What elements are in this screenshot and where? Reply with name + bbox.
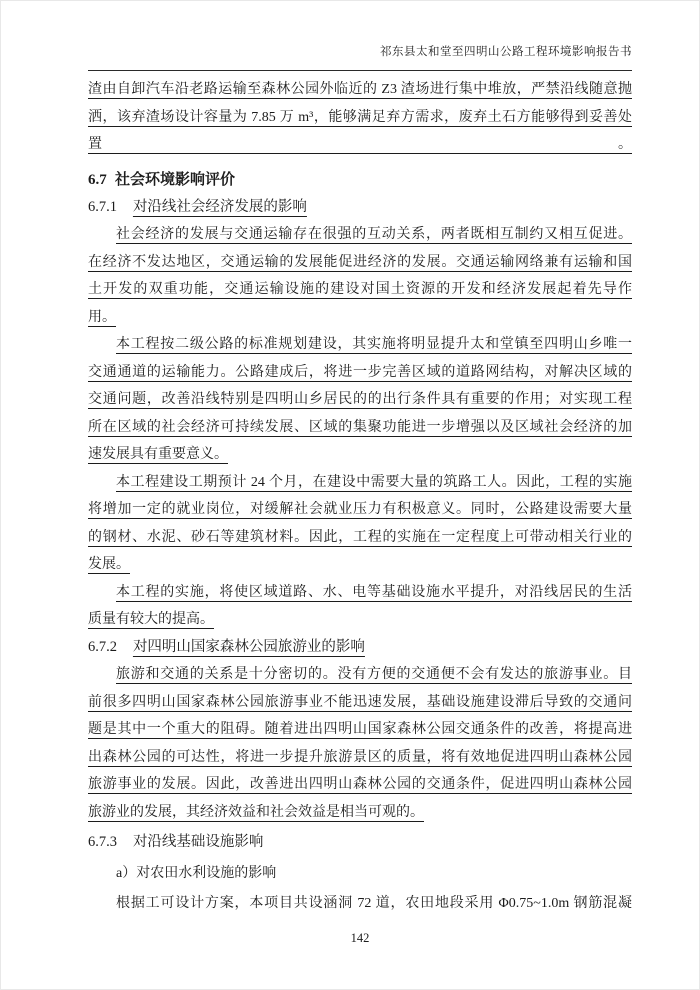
text-line: 旅游事业的发展。因此，改善进出四明山森林公园的交通条件，促进四明山森林公园: [88, 777, 632, 792]
text-line: 交通问题，改善沿线特别是四明山乡居民的的出行条件具有重要的作用；对实现工程: [88, 392, 632, 407]
document-body: [88, 76, 632, 918]
text-line: 用。: [88, 309, 116, 325]
paragraph-culvert: [88, 890, 632, 918]
text-line: 前很多四明山国家森林公园旅游事业不能迅速发展，基础设施建设滞后导致的交通问: [88, 694, 632, 710]
heading-title: 对沿线基础设施影响: [132, 834, 264, 850]
text-line: 题是其中一个重大的阻碍。随着进出四明山国家森林公园交通条件的改善，将提高进: [88, 722, 632, 737]
paragraph-tourism: [88, 661, 632, 826]
text-line: 所在区域的社会经济可持续发展、区域的集聚功能进一步增强以及区域社会经济的加: [88, 419, 632, 435]
subitem-farmland-water: a）对农田水利设施的影响: [116, 865, 277, 881]
text-line: 洒，该弃渣场设计容量为 7.85 万 m³，能够满足弃方需求，废弃土石方能够得到妥善处: [88, 109, 632, 125]
heading-number: 6.7.2: [88, 638, 117, 655]
section-heading-6-7-2: [88, 634, 632, 662]
text-line: 本工程建设工期预计 24 个月，在建设中需要大量的筑路工人。因此，工程的实施: [116, 474, 632, 490]
heading-number: 6.7.1: [88, 198, 117, 215]
paragraph-project-road: [88, 331, 632, 469]
text-line: 本工程的实施，将使区域道路、水、电等基础设施水平提升，对沿线居民的生活: [116, 584, 632, 600]
text-line: 的钢材、水泥、砂石等建筑材料。因此，工程的实施在一定程度上可带动相关行业的: [88, 529, 632, 545]
heading-title: 对四明山国家森林公园旅游业的影响: [132, 638, 365, 655]
section-heading-6-7-3: [88, 829, 632, 857]
text-line: 本工程按二级公路的标准规划建设，其实施将明显提升太和堂镇至四明山乡唯一: [116, 337, 632, 352]
page-number: 142: [350, 930, 370, 945]
text-line: 发展。: [88, 557, 130, 572]
text-line: 渣由自卸汽车沿老路运输至森林公园外临近的 Z3 渣场进行集中堆放，严禁沿线随意抛: [88, 82, 632, 97]
section-heading-6-7: [88, 166, 632, 194]
page-footer: [88, 931, 632, 946]
heading-number: 6.7.3: [88, 834, 117, 850]
page-header: [88, 44, 632, 71]
text-line: 质量有较大的提高。: [88, 612, 214, 627]
text-line: 交通通道的运输能力。公路建成后，将进一步完善区域的道路网结构，对解决区域的: [88, 364, 632, 380]
paragraph-slag-disposal: [88, 76, 632, 159]
text-line: 将增加一定的就业岗位，对缓解社会就业压力有积极意义。同时，公路建设需要大量: [88, 502, 632, 517]
text-line: 社会经济的发展与交通运输存在很强的互动关系，两者既相互制约又相互促进。: [116, 227, 632, 242]
text-line: 速发展具有重要意义。: [88, 447, 228, 462]
paragraph-living-quality: [88, 579, 632, 634]
paragraph-employment: [88, 469, 632, 579]
heading-number: 6.7: [88, 171, 107, 188]
text-line: 旅游和交通的关系是十分密切的。没有方便的交通便不会有发达的旅游事业。目: [116, 667, 632, 682]
heading-title: 社会环境影响评价: [115, 171, 236, 188]
paragraph-economy: [88, 221, 632, 331]
report-title: 祁东县太和堂至四明山公路工程环境影响报告书: [380, 46, 632, 58]
section-heading-6-7-1: [88, 194, 632, 222]
text-line: 旅游业的发展，其经济效益和社会效益是相当可观的。: [88, 804, 424, 820]
text-line: 在经济不发达地区，交通运输的发展能促进经济的发展。交通运输网络兼有运输和国: [88, 254, 632, 270]
text-line: 置。: [88, 137, 632, 152]
text-line: 出森林公园的可达性，将进一步提升旅游景区的质量，将有效地促进四明山森林公园: [88, 749, 632, 765]
text-line: 土开发的双重功能，交通运输设施的建设对国土资源的开发和经济发展起着先导作: [88, 282, 632, 297]
heading-title: 对沿线社会经济发展的影响: [132, 198, 307, 215]
text-line: 根据工可设计方案，本项目共设涵洞 72 道，农田地段采用 Φ0.75~1.0m 钢筋混凝: [116, 896, 632, 911]
